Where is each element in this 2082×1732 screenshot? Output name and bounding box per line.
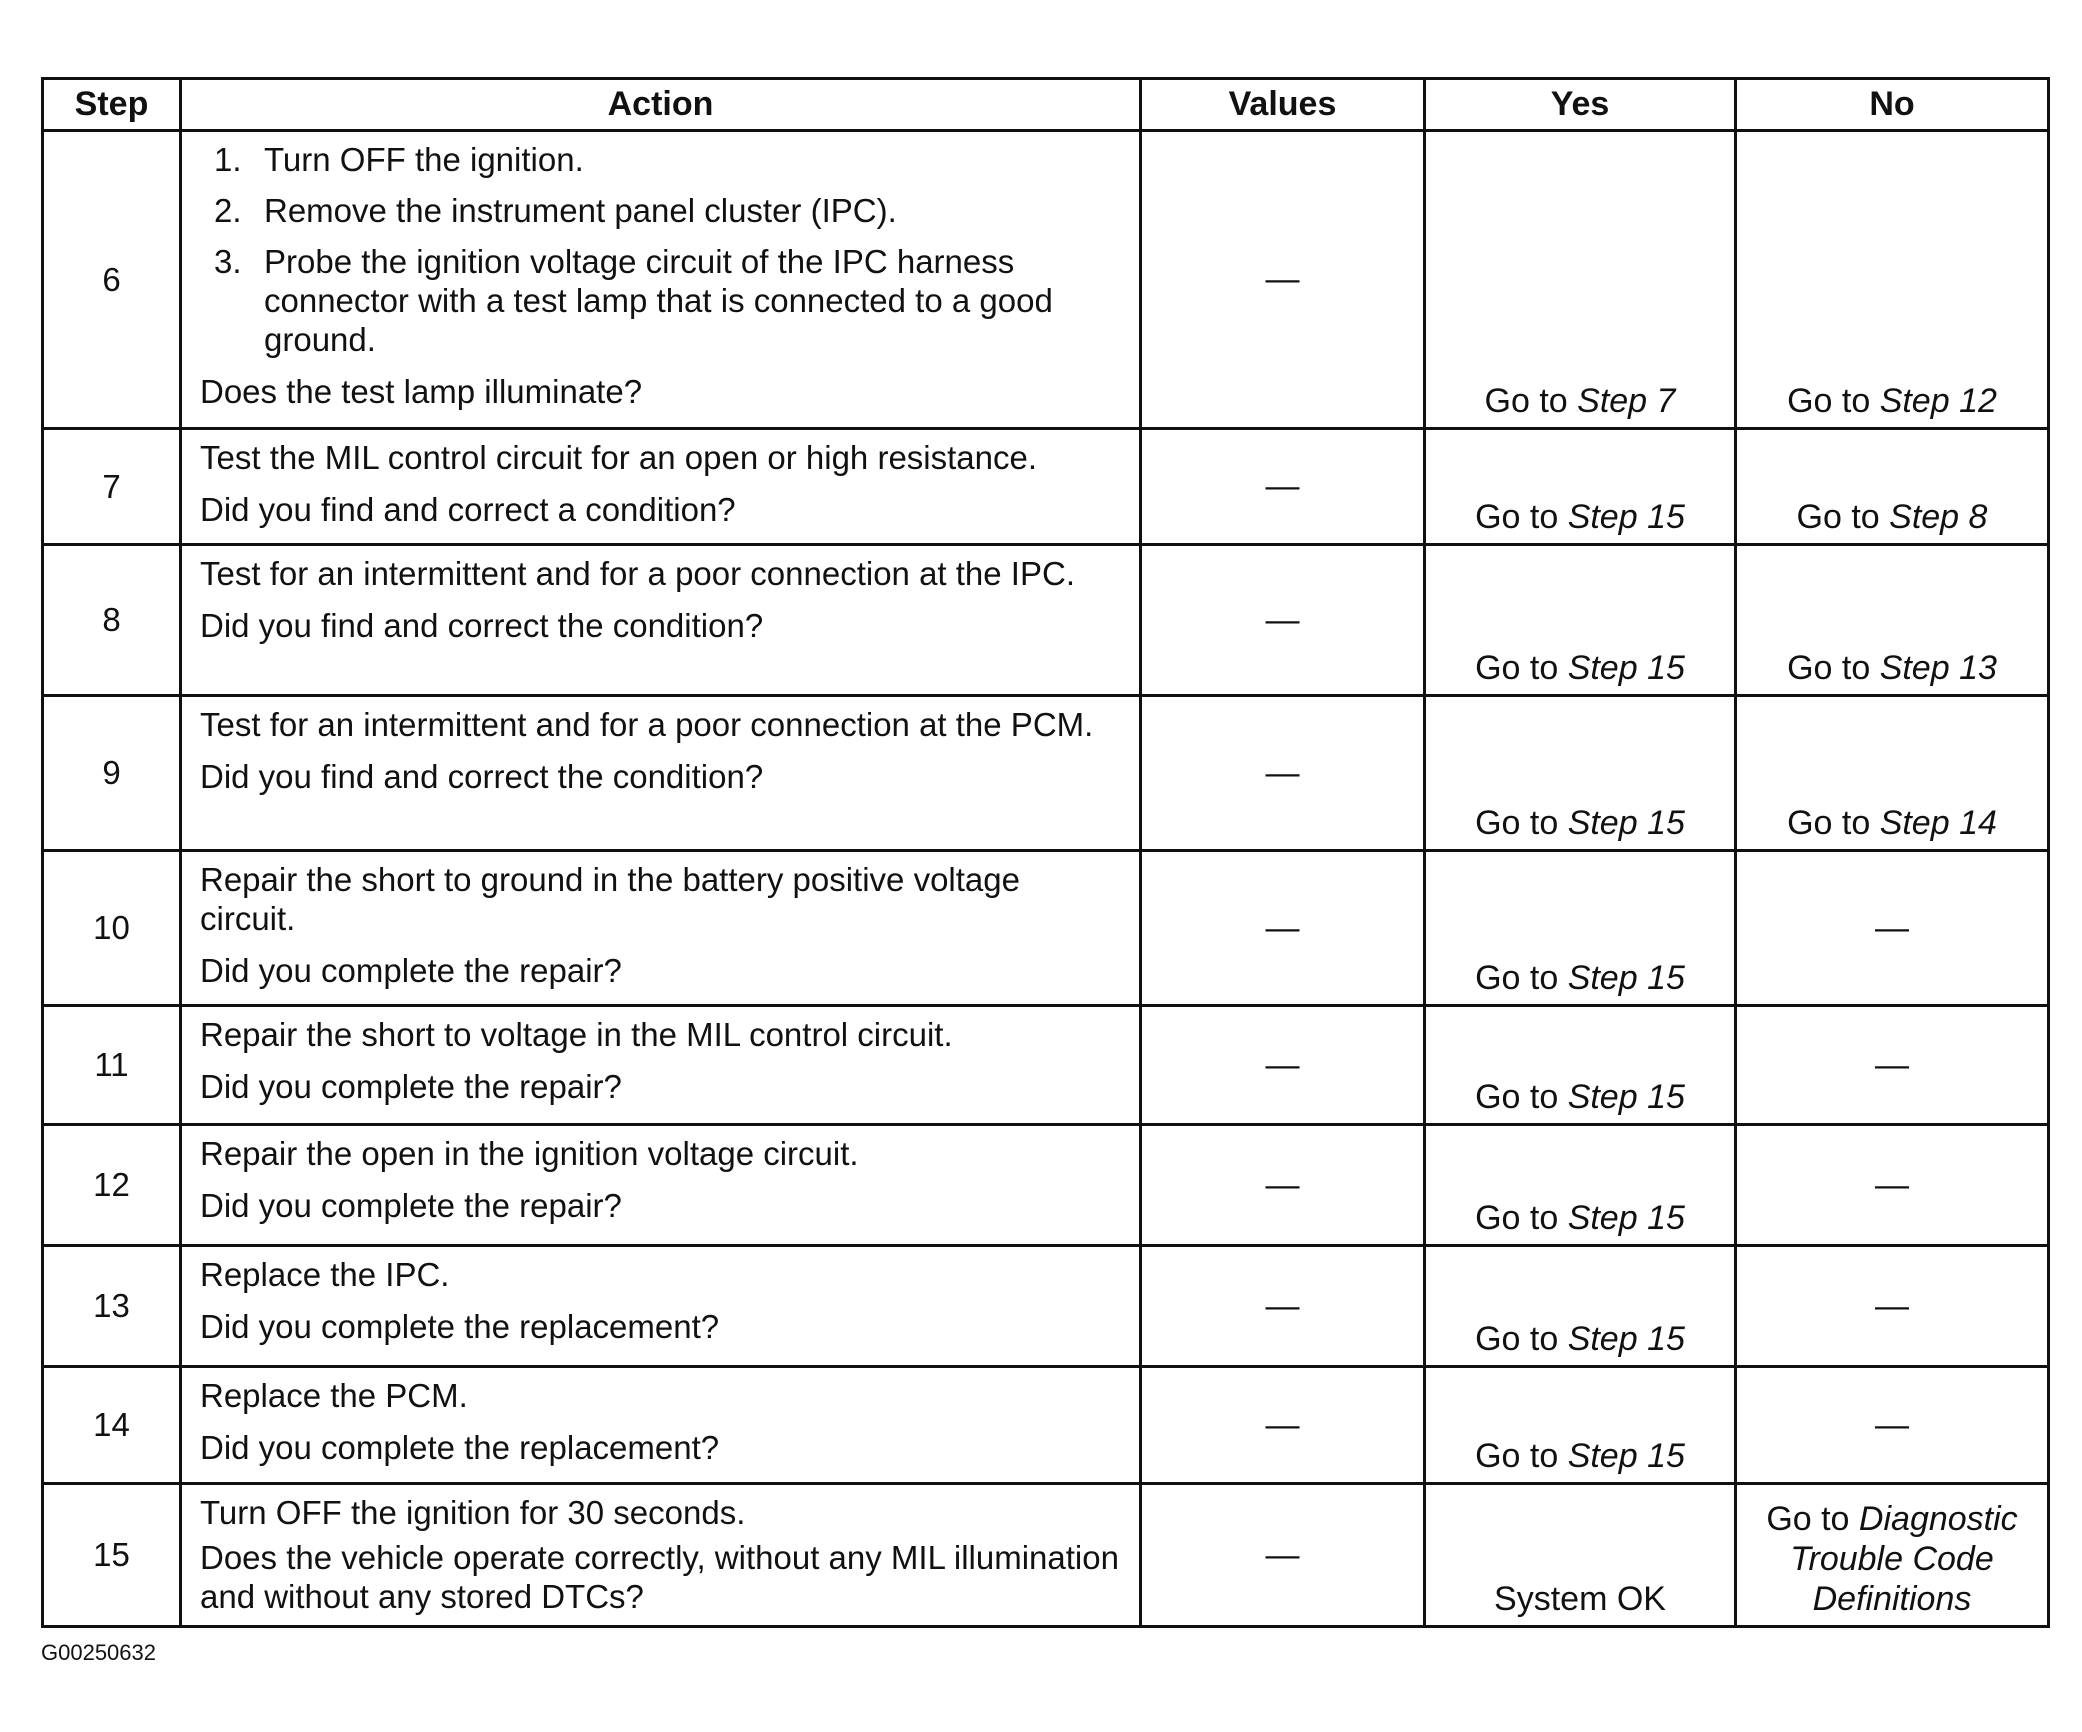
diagnostic-table [41, 77, 2050, 1628]
step-number: 11 [43, 1006, 181, 1125]
action-text: Repair the open in the ignition voltage circuit. [200, 1135, 859, 1172]
yes-cell: Go to Step 15 [1425, 545, 1736, 696]
action-cell [181, 1006, 1141, 1125]
yes-cell: Go to Step 15 [1425, 1006, 1736, 1125]
no-cell: Go to Step 13 [1736, 545, 2049, 696]
no-cell: — [1736, 1006, 2049, 1125]
action-question: Did you complete the repair? [200, 1068, 622, 1105]
table-row-step-10 [43, 851, 2049, 1006]
action-question: Did you complete the replacement? [200, 1429, 720, 1466]
yes-cell: Go to Step 15 [1425, 696, 1736, 851]
no-step-link: Step 8 [1889, 498, 1988, 536]
list-item: 1. Turn OFF the ignition. [214, 141, 584, 178]
yes-step-link: Step 15 [1567, 1437, 1685, 1475]
step-number: 14 [43, 1367, 181, 1484]
yes-cell: Go to Step 15 [1425, 429, 1736, 545]
action-text: Replace the IPC. [200, 1256, 450, 1293]
yes-step-link: Step 15 [1567, 1199, 1685, 1237]
table-row-step-15 [43, 1484, 2049, 1627]
no-cell: Go to Step 8 [1736, 429, 2049, 545]
table-row-step-13 [43, 1246, 2049, 1367]
action-text: Repair the short to ground in the battery positive voltage circuit. [200, 861, 1020, 937]
yes-cell: System OK [1425, 1484, 1736, 1627]
no-cell: — [1736, 851, 2049, 1006]
header-step: Step [43, 79, 181, 131]
step-number: 12 [43, 1125, 181, 1246]
header-action: Action [181, 79, 1141, 131]
values-cell: — [1141, 545, 1425, 696]
action-text: Turn OFF the ignition for 30 seconds. [200, 1494, 746, 1531]
table-row-step-14 [43, 1367, 2049, 1484]
list-item: 2. Remove the instrument panel cluster (IPC). [214, 192, 897, 229]
list-item: 3. Probe the ignition voltage circuit of the IPC harness connector with a test lamp that is connected to a good ground. [214, 243, 1053, 358]
no-cell: — [1736, 1125, 2049, 1246]
step-number: 15 [43, 1484, 181, 1627]
values-cell: — [1141, 429, 1425, 545]
action-text: Replace the PCM. [200, 1377, 468, 1414]
action-cell [181, 1484, 1141, 1627]
no-cell: Go to Step 14 [1736, 696, 2049, 851]
figure-id: G00250632 [41, 1640, 156, 1665]
step-number: 9 [43, 696, 181, 851]
values-cell: — [1141, 1367, 1425, 1484]
yes-cell: Go to Step 15 [1425, 1246, 1736, 1367]
action-cell [181, 131, 1141, 429]
yes-step-link: Step 15 [1567, 959, 1685, 997]
step-number: 7 [43, 429, 181, 545]
values-cell: — [1141, 851, 1425, 1006]
action-question: Does the vehicle operate correctly, without any MIL illumination and without any stored DTCs? [200, 1539, 1119, 1615]
header-no: No [1736, 79, 2049, 131]
values-cell: — [1141, 1125, 1425, 1246]
action-text: Repair the short to voltage in the MIL control circuit. [200, 1016, 953, 1053]
yes-cell: Go to Step 15 [1425, 1125, 1736, 1246]
action-question: Did you find and correct the condition? [200, 607, 764, 644]
yes-step-link: Step 15 [1567, 1078, 1685, 1116]
table-row-step-6 [43, 131, 2049, 429]
table-row-step-12 [43, 1125, 2049, 1246]
header-values: Values [1141, 79, 1425, 131]
yes-cell: Go to Step 15 [1425, 1367, 1736, 1484]
action-text: Test for an intermittent and for a poor connection at the PCM. [200, 706, 1094, 743]
action-question: Did you find and correct a condition? [200, 491, 736, 528]
step-number: 10 [43, 851, 181, 1006]
no-cell [1736, 1484, 2049, 1627]
no-step-link: Step 12 [1879, 382, 1997, 420]
action-cell [181, 1367, 1141, 1484]
no-cell: Go to Step 12 [1736, 131, 2049, 429]
action-question: Did you complete the repair? [200, 952, 622, 989]
action-cell [181, 696, 1141, 851]
action-steps-list [200, 140, 1121, 359]
yes-step-link: Step 7 [1577, 382, 1676, 420]
yes-cell: Go to Step 15 [1425, 851, 1736, 1006]
action-cell [181, 1125, 1141, 1246]
table-row-step-7 [43, 429, 2049, 545]
yes-step-link: Step 15 [1567, 1320, 1685, 1358]
action-question: Did you complete the replacement? [200, 1308, 720, 1345]
action-question: Did you complete the repair? [200, 1187, 622, 1224]
action-cell [181, 429, 1141, 545]
action-question: Does the test lamp illuminate? [200, 373, 643, 410]
action-text: Test for an intermittent and for a poor connection at the IPC. [200, 555, 1075, 592]
no-cell: — [1736, 1246, 2049, 1367]
action-question: Did you find and correct the condition? [200, 758, 764, 795]
values-cell: — [1141, 131, 1425, 429]
table-row-step-9 [43, 696, 2049, 851]
action-text: Test the MIL control circuit for an open or high resistance. [200, 439, 1038, 476]
values-cell: — [1141, 1246, 1425, 1367]
header-yes: Yes [1425, 79, 1736, 131]
no-cell: — [1736, 1367, 2049, 1484]
table-row-step-8 [43, 545, 2049, 696]
header-row [43, 79, 2049, 131]
table-row-step-11 [43, 1006, 2049, 1125]
values-cell: — [1141, 696, 1425, 851]
action-cell [181, 1246, 1141, 1367]
yes-step-link: Step 15 [1567, 498, 1685, 536]
action-cell [181, 851, 1141, 1006]
no-step-link: Step 14 [1879, 804, 1997, 842]
yes-step-link: Step 15 [1567, 649, 1685, 687]
values-cell: — [1141, 1484, 1425, 1627]
step-number: 6 [43, 131, 181, 429]
step-number: 8 [43, 545, 181, 696]
step-number: 13 [43, 1246, 181, 1367]
action-cell [181, 545, 1141, 696]
no-step-link: Step 13 [1879, 649, 1997, 687]
values-cell: — [1141, 1006, 1425, 1125]
yes-cell: Go to Step 7 [1425, 131, 1736, 429]
no-diagnostic-link: Go to Diagnostic Trouble Code Definitions [1766, 1500, 2018, 1618]
yes-step-link: Step 15 [1567, 804, 1685, 842]
